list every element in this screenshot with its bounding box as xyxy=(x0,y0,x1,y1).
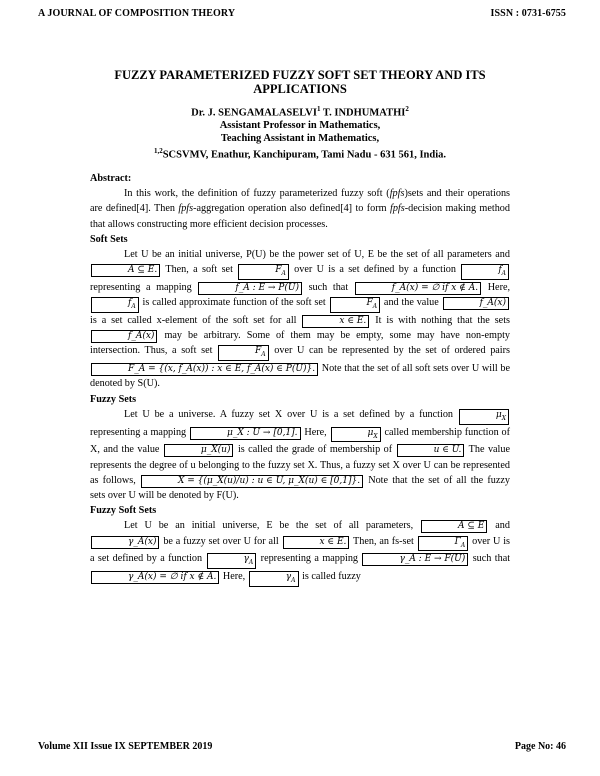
sub: A xyxy=(131,303,136,311)
abstract-text-3: -aggregation operation also defined[4] to form xyxy=(193,203,390,215)
text: Let U be a universe. A fuzzy set X over U is a set defined by a function xyxy=(124,408,454,420)
sym: μ xyxy=(367,427,374,438)
fpfs-term: fpfs xyxy=(390,203,405,215)
sym: Γ xyxy=(454,536,461,547)
text: Note that the set of all the fuzzy sets over U will be denoted by F(U). xyxy=(90,474,510,502)
page-number: Page No: 46 xyxy=(514,741,566,752)
fpfs-term: fpfs xyxy=(389,188,405,200)
sym: F xyxy=(366,298,373,309)
paper-title: FUZZY PARAMETERIZED FUZZY SOFT SET THEORY AND ITS APPLICATIONS xyxy=(114,68,486,96)
sub: A xyxy=(291,577,296,585)
formula-box: A ⊆ E xyxy=(421,520,487,533)
formula-box: f_A(x) xyxy=(91,330,157,343)
sym: f xyxy=(128,298,132,309)
sub: A xyxy=(281,270,286,278)
text: be a fuzzy set over U for all xyxy=(163,535,279,547)
abstract-text-1: In this work, the definition of fuzzy parameterized fuzzy soft ( xyxy=(124,188,390,200)
sym: μ xyxy=(495,409,502,420)
author-role-1: Assistant Professor in Mathematics, xyxy=(219,120,381,131)
fuzzy-soft-sets-paragraph xyxy=(90,518,510,587)
text: representing a mapping xyxy=(90,426,187,438)
sym: γ xyxy=(243,554,249,565)
abstract-text-4: -decision making method that allows constructing more efficient decision processes. xyxy=(90,203,510,230)
soft-sets-paragraph xyxy=(90,247,510,392)
text: Here, xyxy=(222,571,246,583)
abstract-text-2: )sets and their operations are defined[4]. Then xyxy=(90,188,511,215)
text: It is with nothing that the sets xyxy=(375,315,511,327)
text: Let U be an initial universe, P(U) be the power set of U, E be the set of all parameters and xyxy=(124,249,510,261)
formula-box: u ∈ U. xyxy=(397,444,465,457)
text: is called approximate function of the soft set xyxy=(142,297,326,309)
sub: A xyxy=(501,270,507,278)
formula-box xyxy=(461,264,509,280)
soft-sets-heading: Soft Sets xyxy=(90,233,128,245)
sym: f xyxy=(498,265,502,276)
author-block xyxy=(60,103,540,162)
formula-box xyxy=(218,345,269,361)
formula-box: A ⊆ E. xyxy=(91,264,160,277)
formula-box: f_A(x) xyxy=(443,297,509,310)
sym: F xyxy=(275,265,282,276)
formula-box xyxy=(331,427,381,443)
abstract-heading: Abstract: xyxy=(90,173,132,184)
text: is called fuzzy xyxy=(302,571,361,583)
text: such that xyxy=(472,553,511,565)
text: Then, an fs-set xyxy=(353,535,414,547)
text: over U can be represented by the set of ordered pairs xyxy=(274,345,510,357)
fuzzy-soft-sets-heading: Fuzzy Soft Sets xyxy=(90,505,157,517)
text: Let U be an initial universe, E be the set of all parameters, xyxy=(124,520,414,532)
author-1: Dr. J. SENGAMALASELVI xyxy=(191,107,317,119)
text: Then, a soft set xyxy=(165,264,233,276)
paper-body xyxy=(90,171,510,587)
formula-box xyxy=(238,264,289,280)
text: Note that the set of all soft sets over U will be denoted by S(U). xyxy=(90,363,511,390)
text: over U is a set defined by a function xyxy=(90,535,510,565)
formula-box: f_A : E → P(U) xyxy=(198,282,302,295)
affiliation-sup: 1,2 xyxy=(153,147,163,155)
abstract-paragraph xyxy=(90,186,510,232)
sub: X xyxy=(373,432,378,440)
text: such that xyxy=(308,282,349,294)
text: Here, xyxy=(304,426,327,438)
text: over U is a set defined by a function xyxy=(294,264,456,276)
text: and the value xyxy=(383,297,439,309)
formula-box: F_A = {(x, f_A(x)) : x ∈ E, f_A(x) ∈ P(U)}. xyxy=(91,363,318,376)
formula-box: f_A(x) = ∅ if x ∉ A. xyxy=(355,282,481,295)
sym: F xyxy=(255,346,262,357)
text: may be arbitrary. Some of them may be empty, some may have non-empty intersection. Thus, a soft set xyxy=(90,330,511,357)
text: representing a mapping xyxy=(90,282,192,294)
formula-box xyxy=(249,571,299,587)
issue-info: Volume XII Issue IX SEPTEMBER 2019 xyxy=(38,741,213,752)
formula-box: μ_X(u) xyxy=(164,444,234,457)
author-1-sup: 1 xyxy=(316,105,321,113)
author-2: T. INDHUMATHI xyxy=(322,107,406,119)
formula-box: x ∈ E. xyxy=(283,536,350,549)
text: Here, xyxy=(487,282,511,294)
journal-name: A JOURNAL OF COMPOSITION THEORY xyxy=(38,8,236,19)
sub: A xyxy=(261,351,266,359)
text: is a set called x-element of the soft set for all xyxy=(90,315,297,327)
author-names xyxy=(60,103,540,120)
sub: A xyxy=(372,303,378,311)
formula-box xyxy=(91,297,139,313)
fuzzy-sets-paragraph xyxy=(90,407,510,503)
formula-box: X = {(μ_X(u)/u) : u ∈ U, μ_X(u) ∈ [0,1]}. xyxy=(141,475,363,488)
sym: γ xyxy=(285,572,292,583)
formula-box xyxy=(459,409,509,425)
issn: ISSN : 0731-6755 xyxy=(490,8,566,19)
formula-box: μ_X : U → [0,1]. xyxy=(190,427,301,440)
sub: A xyxy=(248,559,254,567)
affiliation-text: SCSVMV, Enathur, Kanchipuram, Tami Nadu - 631 561, India. xyxy=(162,149,447,161)
text: The value represents the degree of u belonging to the fuzzy set X. Thus, a fuzzy set X over U can be represented as follows, xyxy=(90,444,511,486)
formula-box xyxy=(207,553,257,569)
text: representing a mapping xyxy=(260,553,359,565)
formula-box: x ∈ E. xyxy=(302,315,369,328)
formula-box: γ_A : E → F(U) xyxy=(362,553,468,566)
formula-box xyxy=(330,297,381,313)
sub: A xyxy=(460,541,466,549)
text: and xyxy=(495,520,510,532)
formula-box xyxy=(418,536,469,552)
author-role-2: Teaching Assistant in Mathematics, xyxy=(220,132,380,144)
fuzzy-sets-heading: Fuzzy Sets xyxy=(90,393,137,405)
fpfs-term: fpfs xyxy=(178,203,194,215)
formula-box: γ_A(x) = ∅ if x ∉ A. xyxy=(91,571,219,584)
text: is called the grade of membership of xyxy=(237,444,393,456)
author-2-sup: 2 xyxy=(405,105,409,113)
sub: X xyxy=(501,414,506,422)
affiliation xyxy=(60,145,540,162)
text: called membership function of X, and the value xyxy=(90,426,511,456)
formula-box: γ_A(x) xyxy=(91,536,159,549)
